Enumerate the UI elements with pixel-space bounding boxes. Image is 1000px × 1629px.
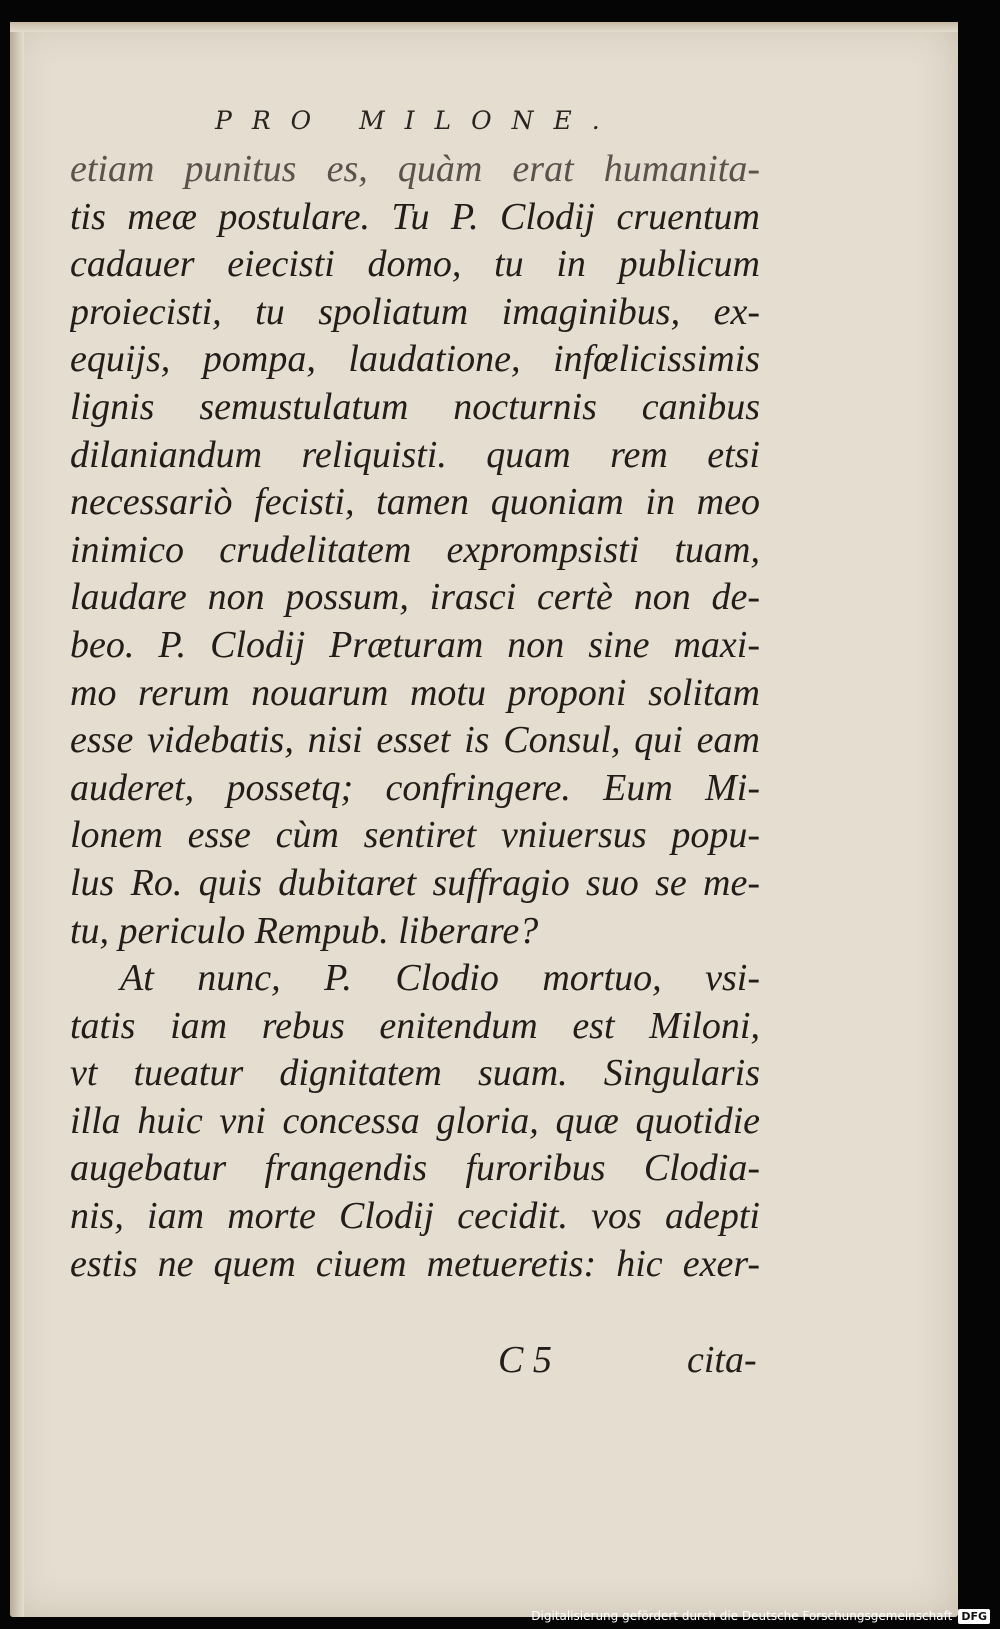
text-line: tatis iam rebus enitendum est Miloni,	[70, 1004, 760, 1047]
text-line: dilaniandum reliquisti. quam rem etsi	[70, 433, 760, 476]
body-text	[70, 146, 760, 1288]
running-head: PRO MILONE.	[215, 106, 620, 135]
page-edge-left	[10, 22, 24, 1617]
text-line: At nunc, P. Clodio mortuo, vsi-	[120, 957, 760, 1000]
signature-mark: C 5	[498, 1339, 552, 1381]
text-line: lignis semustulatum nocturnis canibus	[70, 385, 760, 428]
text-line: necessariò fecisti, tamen quoniam in meo	[70, 481, 760, 524]
text-line: cadauer eiecisti domo, tu in publicum	[70, 243, 760, 286]
text-line: nis, iam morte Clodij cecidit. vos adepti	[70, 1195, 760, 1238]
text-line: vt tueatur dignitatem suam. Singularis	[70, 1052, 760, 1095]
text-line: lus Ro. quis dubitaret suffragio suo se me-	[70, 861, 760, 904]
footer-credit: Digitalisierung gefördert durch die Deutsche Forschungsgemeinschaft	[531, 1609, 953, 1623]
dfg-logo-icon: DFG	[958, 1609, 990, 1624]
text-line: esse videbatis, nisi esset is Consul, qui eam	[70, 719, 760, 762]
text-line: proiecisti, tu spoliatum imaginibus, ex-	[70, 290, 760, 333]
text-line: estis ne quem ciuem metueretis: hic exer-	[70, 1242, 760, 1285]
page-edge-top	[10, 22, 958, 32]
text-line: equijs, pompa, laudatione, infœlicissimis	[70, 338, 760, 381]
text-line: auderet, possetq; confringere. Eum Mi-	[70, 766, 760, 809]
text-line: illa huic vni concessa gloria, quæ quotidie	[70, 1099, 760, 1142]
text-line: laudare non possum, irasci certè non de-	[70, 576, 760, 619]
text-line: etiam punitus es, quàm erat humanita-	[70, 148, 760, 190]
text-line: mo rerum nouarum motu proponi solitam	[70, 671, 760, 714]
text-line: lonem esse cùm sentiret vniuersus popu-	[70, 814, 760, 857]
text-line: beo. P. Clodij Præturam non sine maxi-	[70, 623, 760, 666]
text-line: tis meæ postulare. Tu P. Clodij cruentum	[70, 195, 760, 238]
text-line: tu, periculo Rempub. liberare?	[70, 909, 539, 952]
text-line: augebatur frangendis furoribus Clodia-	[70, 1147, 760, 1190]
catchword: cita-	[687, 1339, 757, 1381]
footer	[531, 1607, 990, 1625]
text-line: inimico crudelitatem exprompsisti tuam,	[70, 528, 760, 571]
